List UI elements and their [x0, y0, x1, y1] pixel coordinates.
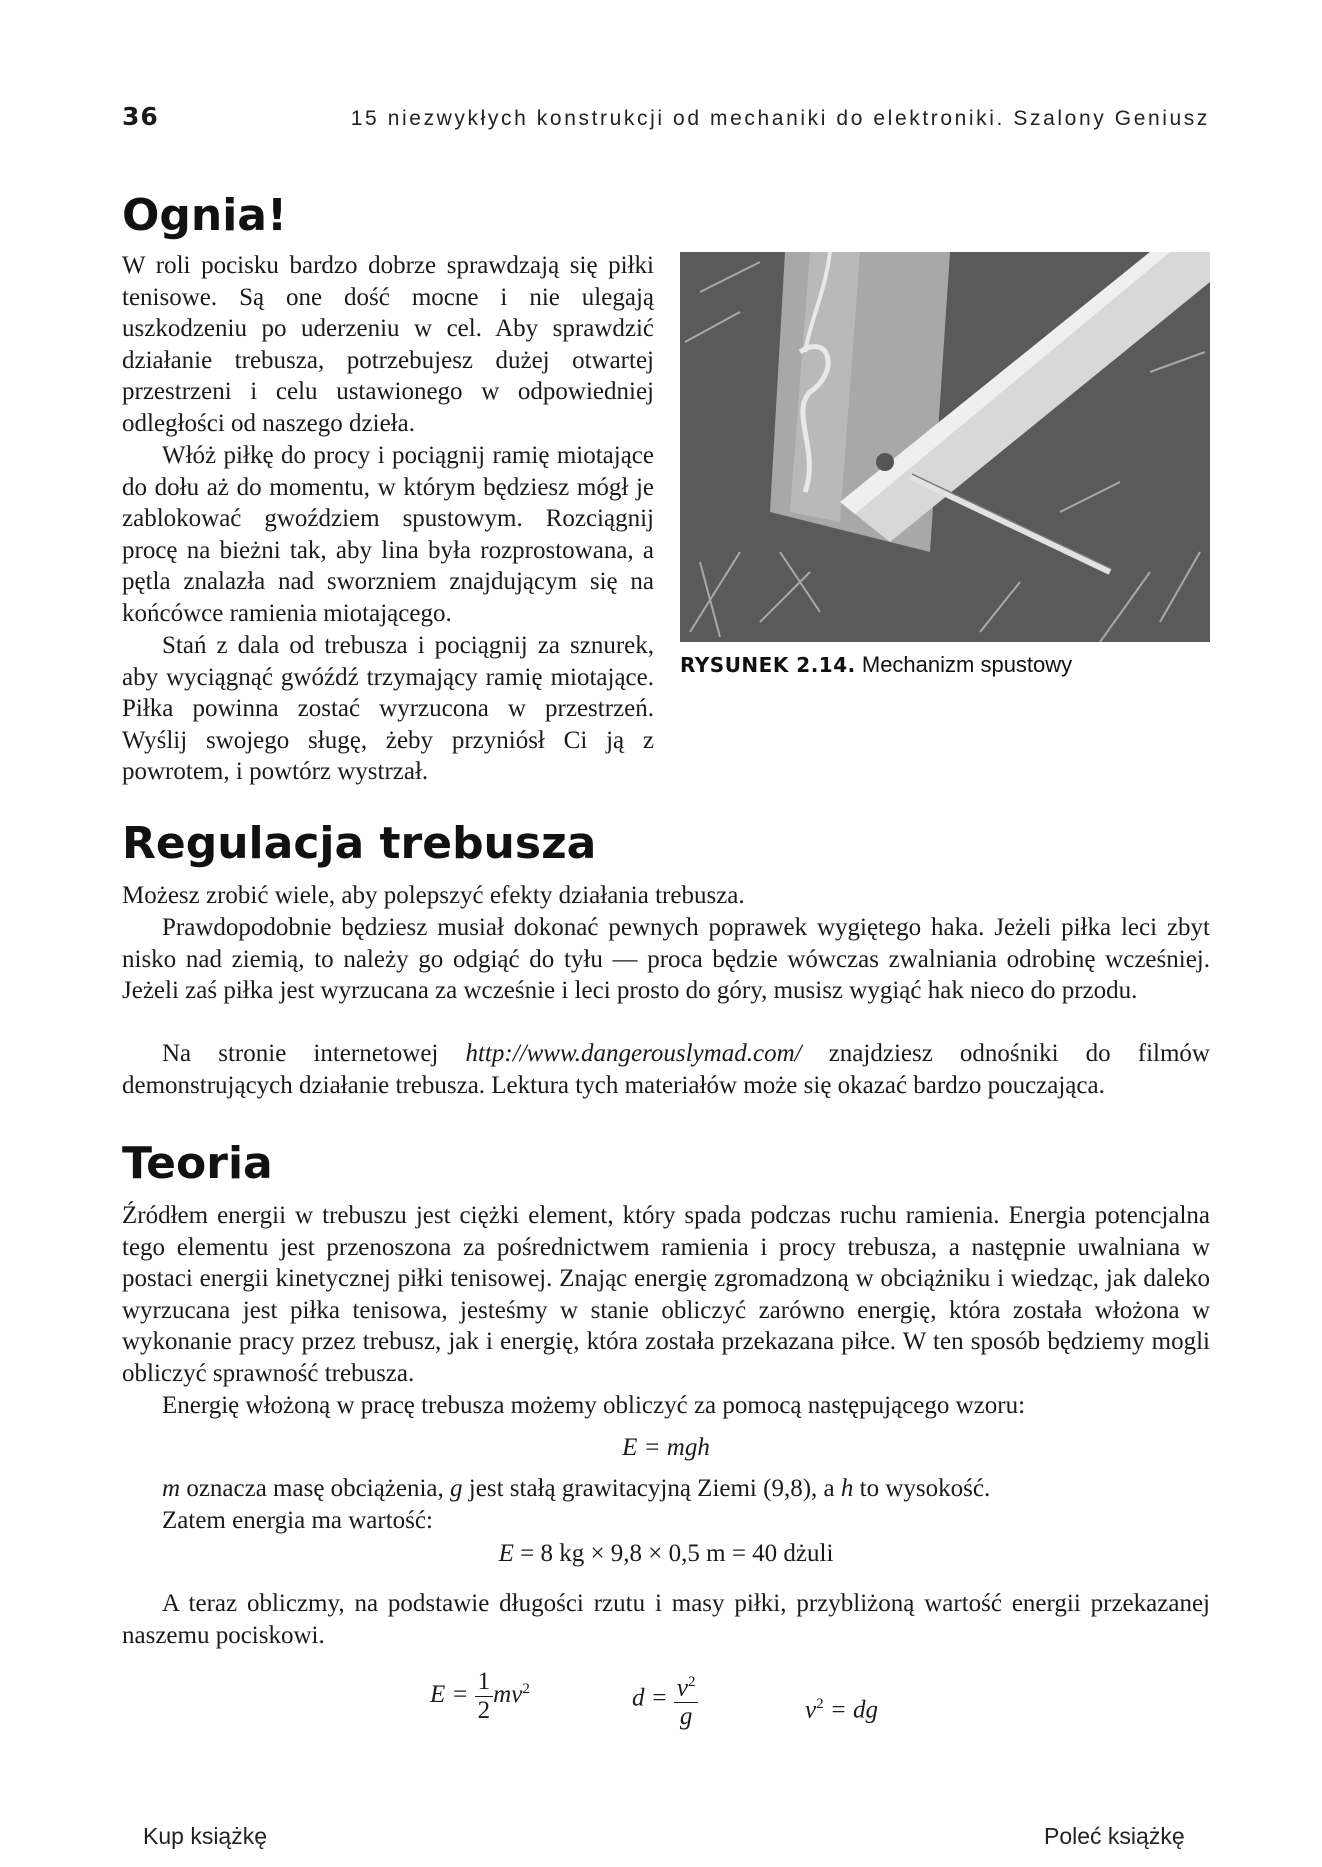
variable-m: m: [162, 1475, 181, 1502]
equation-symbol: E: [498, 1540, 514, 1567]
paragraph: Stań z dala od trebusza i pociągnij za sznurek, aby wyciągnąć gwóźdź trzymający ramię miotające. Piłka powinna zostać wyrzucona w przestrzeń. Wyślij swojego sługę, żeby przyniósł Ci ją z powrotem, i powtórz wystrzał.: [122, 632, 654, 786]
page-header: [122, 102, 1210, 142]
paragraph: Prawdopodobnie będziesz musiał dokonać pewnych poprawek wygiętego haka. Jeżeli piłka leci zbyt nisko nad ziemią, to należy go odgiąć do tyłu — proca będzie wówczas zwalniania odrobinę wcześniej. Jeżeli zaś piłka jest wyrzucana za wcześnie i leci prosto do góry, musisz wygiąć hak nieco do przodu.: [122, 914, 1210, 1005]
equation-energy-value: [122, 1540, 1210, 1568]
paragraph: Energię włożoną w pracę trebusza możemy obliczyć za pomocą następującego wzoru:: [162, 1392, 1026, 1419]
section-title-teoria: Teoria: [122, 1138, 273, 1189]
exponent: 2: [687, 1674, 696, 1690]
paragraph: Możesz zrobić wiele, aby polepszyć efekty działania trebusza.: [122, 882, 745, 909]
variable-g: g: [450, 1475, 463, 1502]
paragraph: Zatem energia ma wartość:: [162, 1507, 433, 1534]
equation-term: v: [676, 1674, 688, 1702]
equation-potential-energy: E = mgh: [622, 1434, 710, 1461]
paragraph: W roli pocisku bardzo dobrze sprawdzają się piłki tenisowe. Są one dość mocne i nie ulegają uszkodzeniu po uderzeniu w cel. Aby sprawdzić działanie trebusza, potrzebujesz dużej otwartej przestrzeni i celu ustawionego w odpowiedniej odległości od naszego dzieła.: [122, 252, 654, 437]
section-title-regulacja: Regulacja trebusza: [122, 818, 597, 869]
fraction-denominator: 2: [477, 1697, 491, 1724]
equation-rhs: = dg: [823, 1696, 878, 1724]
figure-image: [680, 252, 1210, 642]
paragraph-text: jest stałą grawitacyjną Ziemi (9,8), a: [462, 1475, 841, 1502]
paragraph-text: Na stronie internetowej: [162, 1040, 466, 1067]
exponent: 2: [816, 1696, 824, 1712]
recommend-book-link[interactable]: Poleć książkę: [1044, 1823, 1185, 1849]
equation-lhs: d =: [632, 1684, 668, 1712]
fraction: [475, 1668, 494, 1725]
equation-lhs: E =: [430, 1681, 469, 1709]
website-link[interactable]: http://www.dangerouslymad.com/: [465, 1040, 802, 1067]
paragraph: A teraz obliczmy, na podstawie długości rzutu i masy piłki, przybliżoną wartość energii przekazanej naszemu pociskowi.: [122, 1590, 1210, 1649]
paragraph-text: znajdziesz odnośniki do filmów demonstrujących działanie trebusza. Lektura tych materiałów może się okazać bardzo pouczająca.: [122, 1040, 1210, 1099]
equation-text: = 8 kg × 9,8 × 0,5 m = 40 dżuli: [513, 1540, 834, 1567]
figure-caption: [680, 652, 1072, 678]
buy-book-link[interactable]: Kup książkę: [143, 1823, 268, 1849]
equation-distance: [632, 1668, 752, 1731]
paragraph: Włóż piłkę do procy i pociągnij ramię miotające do dołu aż do momentu, w którym będziesz mógł je zablokować gwoździem spustowym. Rozciągnij procę na bieżni tak, aby lina była rozprostowana, a pętla znalazła nad sworzniem znajdującym się na końcówce ramienia miotającego.: [122, 442, 654, 627]
equation-lhs: v: [805, 1696, 817, 1724]
equation-kinetic-energy: [430, 1668, 570, 1725]
fraction: [674, 1668, 699, 1731]
equation-term: mv: [493, 1681, 523, 1709]
exponent: 2: [522, 1680, 530, 1697]
paragraph-variables: [162, 1473, 1202, 1505]
paragraph-text: oznacza masę obciążenia,: [180, 1475, 451, 1502]
figure-label: RYSUNEK 2.14.: [680, 653, 856, 677]
equation-velocity: [805, 1696, 925, 1724]
paragraph: [122, 1038, 1210, 1101]
figure-caption-text: Mechanizm spustowy: [855, 652, 1073, 677]
running-title: 15 niezwykłych konstrukcji od mechaniki do elektroniki. Szalony Geniusz: [350, 107, 1210, 130]
trigger-mechanism-photo: [680, 252, 1210, 642]
section-title-ognia: Ognia!: [122, 190, 288, 241]
paragraph-text: to wysokość.: [853, 1475, 991, 1502]
page-number: 36: [122, 102, 159, 131]
fraction-denominator: g: [679, 1703, 693, 1731]
paragraph: Źródłem energii w trebuszu jest ciężki element, który spada podczas ruchu ramienia. Energia potencjalna tego elementu jest przenoszona za pośrednictwem ramienia i procy trebusza, a następnie uwalniana w postaci energii kinetycznej piłki tenisowej. Znając energię zgromadzoną w obciążniku i wiedząc, jak daleko wyrzucana jest piłka tenisowa, jesteśmy w stanie obliczyć zarówno energię, która została włożona w wykonanie pracy przez trebusz, jak i energię, która została przekazana piłce. W ten sposób będziemy mogli obliczyć sprawność trebusza.: [122, 1202, 1210, 1387]
fraction-numerator: [674, 1668, 699, 1703]
variable-h: h: [840, 1475, 854, 1502]
fraction-numerator: 1: [475, 1668, 494, 1697]
